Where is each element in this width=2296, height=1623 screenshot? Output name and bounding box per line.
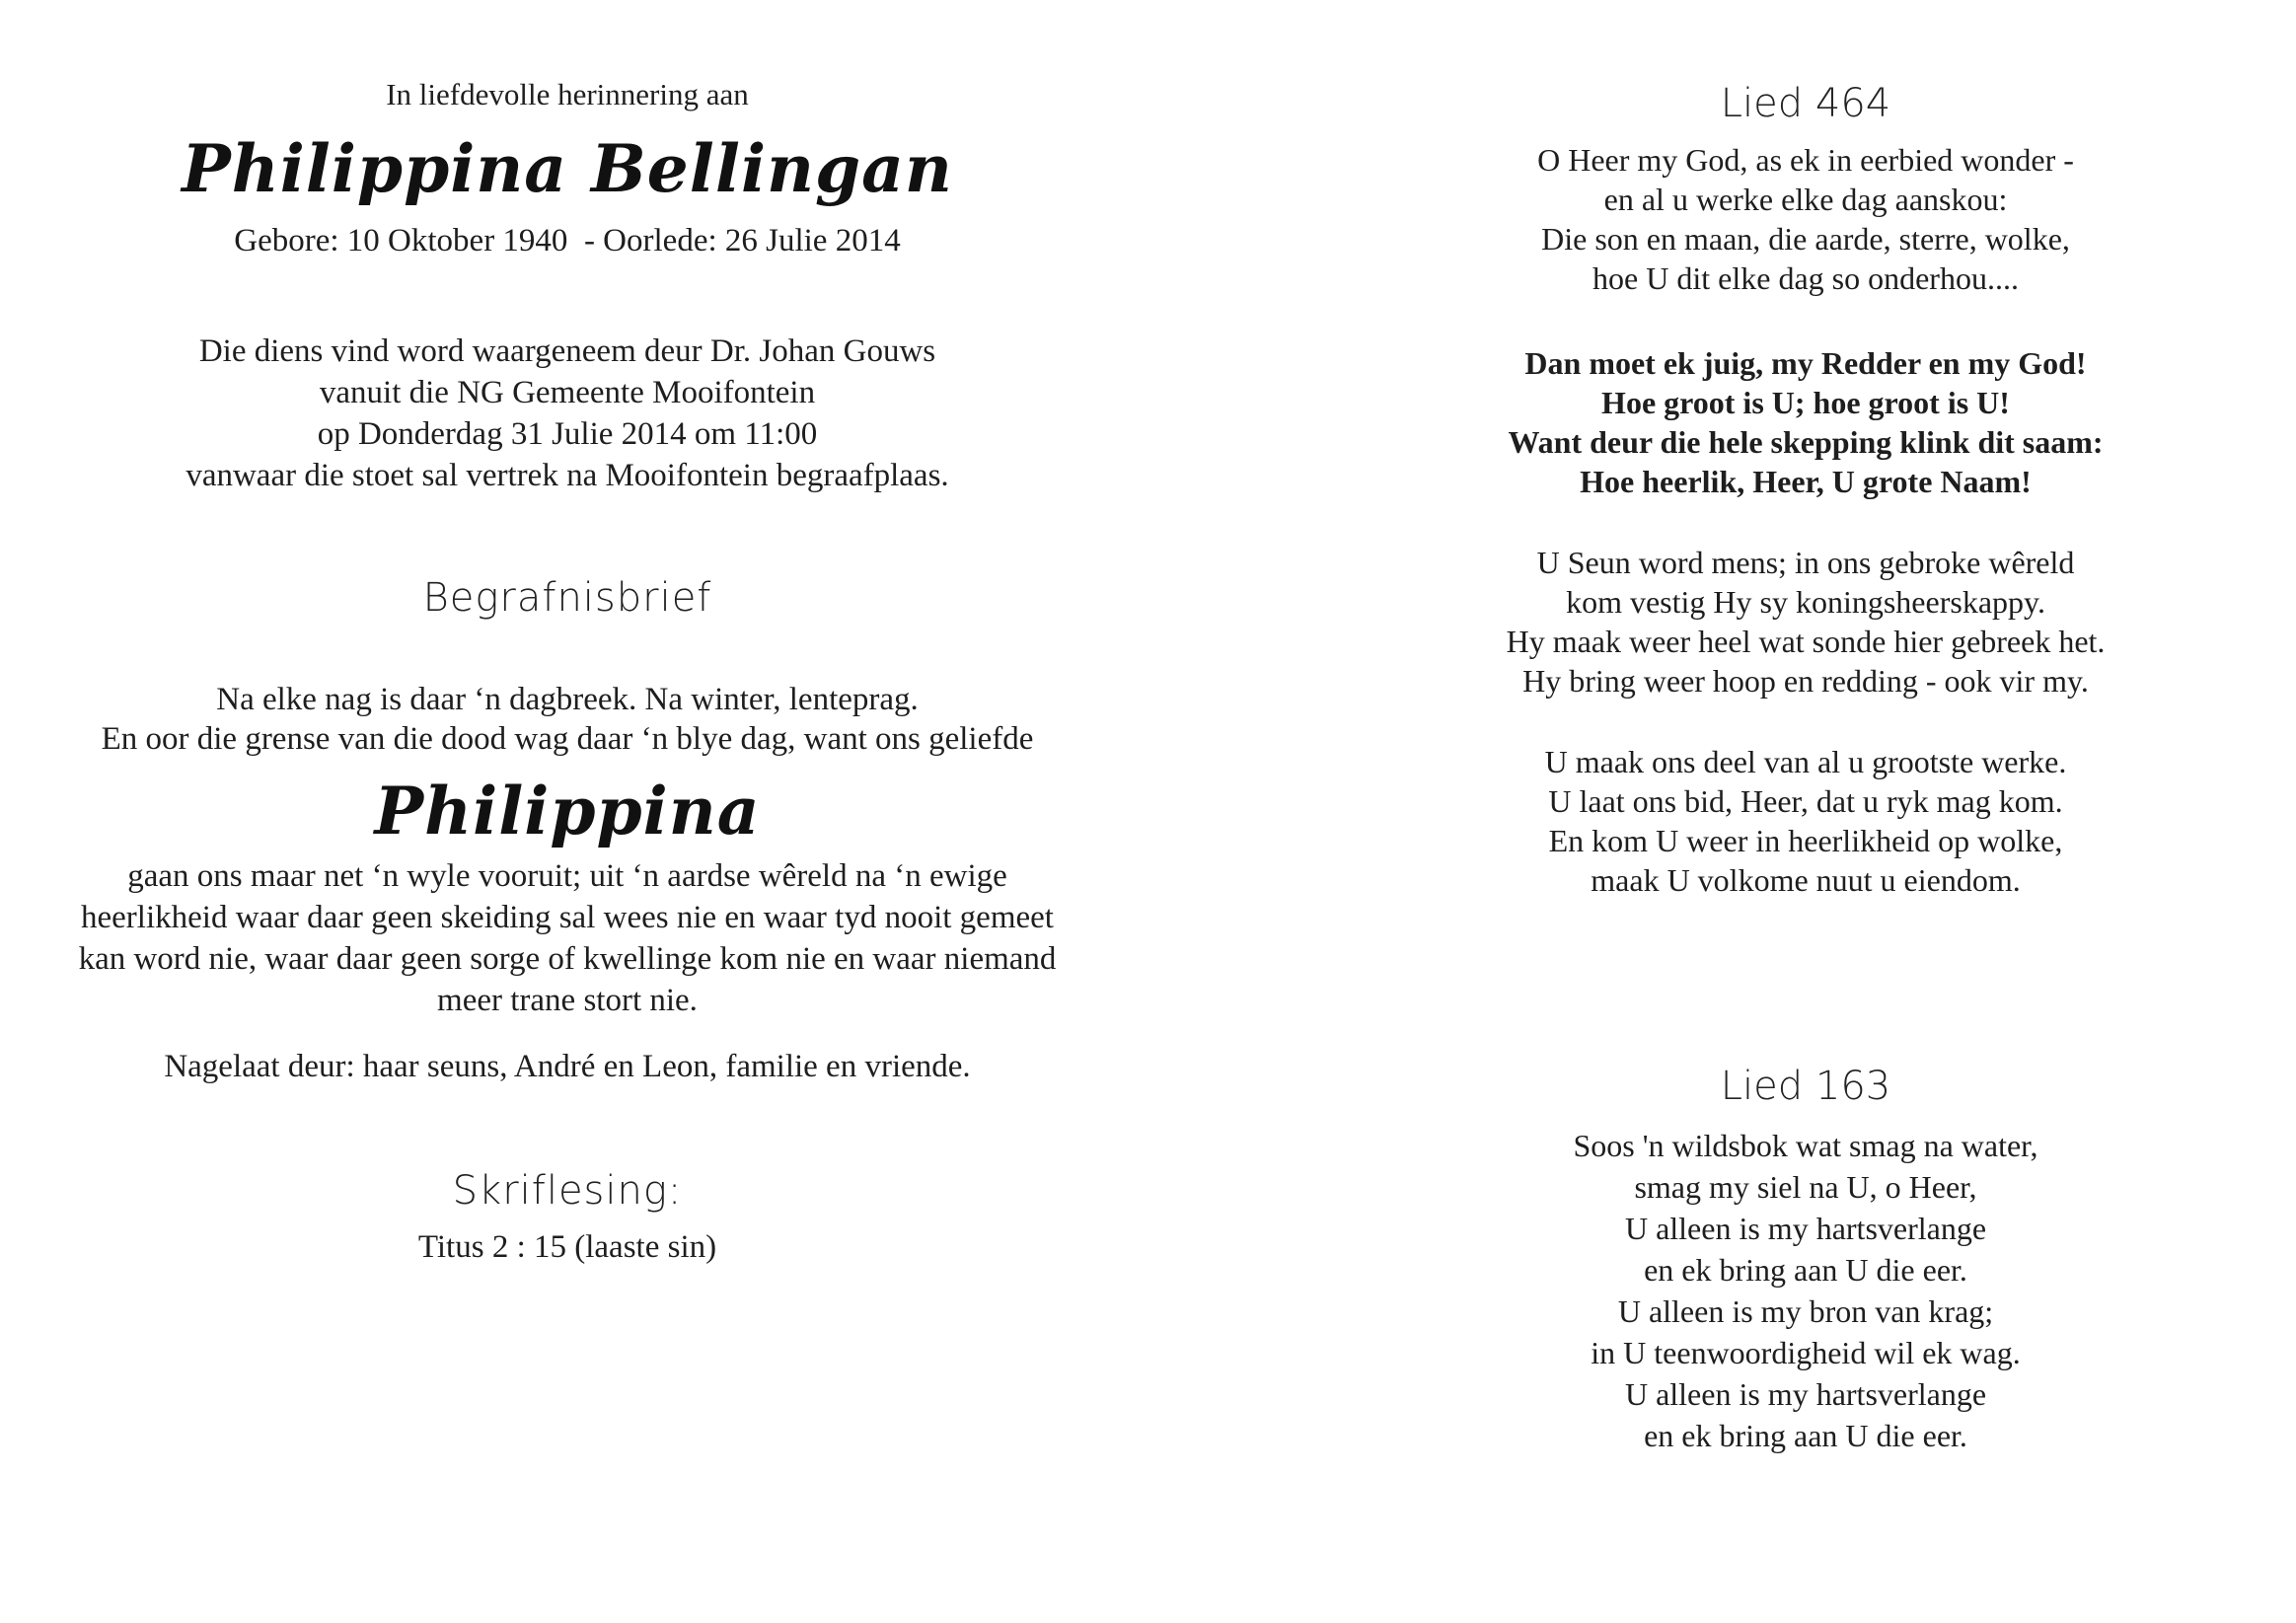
brief-intro-line: En oor die grense van die dood wag daar ‘n blye dag, want ons geliefde [101, 721, 1034, 757]
service-line: vanwaar die stoet sal vertrek na Mooifontein begraafplaas. [185, 458, 949, 493]
brief-body-line: gaan ons maar net ‘n wyle vooruit; uit ‘n aardse wêreld na ‘n ewige [127, 858, 1007, 894]
intro-text: In liefdevolle herinnering aan [386, 77, 749, 111]
chorus-line: Hoe groot is U; hoe groot is U! [1601, 385, 2010, 420]
chorus-line: Want deur die hele skepping klink dit saam: [1508, 424, 2104, 460]
service-details [185, 331, 948, 496]
scripture-reference: Titus 2 : 15 (laaste sin) [417, 1229, 717, 1265]
left-page [20, 0, 1115, 1623]
brief-body-line: heerlikheid waar daar geen skeiding sal wees nie en waar tyd nooit gemeet [81, 900, 1054, 935]
hymn-464-title: Lied 464 [1720, 81, 1891, 126]
verse-line: U alleen is my hartsverlange [1624, 1211, 1987, 1246]
verse-line: U alleen is my bron van krag; [1617, 1293, 1994, 1329]
brief-body-line: kan word nie, waar daar geen sorge of kwellinge kom nie en waar niemand [78, 941, 1057, 977]
scripture-heading: Skriflesing: [452, 1168, 683, 1214]
hymn-464-verse-1 [1537, 140, 2074, 298]
chorus-line: Dan moet ek juig, my Redder en my God! [1524, 345, 2087, 381]
verse-line: en ek bring aan U die eer. [1644, 1418, 1967, 1453]
verse-line: smag my siel na U, o Heer, [1634, 1169, 1977, 1205]
verse-line: U Seun word mens; in ons gebroke wêreld [1536, 545, 2075, 580]
verse-line: kom vestig Hy sy koningsheerskappy. [1566, 584, 2045, 620]
hymn-464-chorus [1508, 343, 2103, 501]
hymn-163-title: Lied 163 [1720, 1064, 1891, 1109]
verse-line: Hy maak weer heel wat sonde hier gebreek het. [1506, 624, 2106, 659]
survived-by: Nagelaat deur: haar seuns, André en Leon, familie en vriende. [164, 1049, 971, 1084]
death-date: - Oorlede: 26 Julie 2014 [583, 223, 901, 258]
life-dates [234, 223, 900, 259]
verse-line: Hy bring weer hoop en redding - ook vir my. [1522, 663, 2089, 699]
deceased-first-name: Philippina [374, 773, 761, 849]
hymn-464-verse-3 [1545, 742, 2067, 900]
brief-body-line: meer trane stort nie. [437, 983, 698, 1018]
verse-line: En kom U weer in heerlikheid op wolke, [1548, 823, 2063, 858]
verse-line: U alleen is my hartsverlange [1624, 1376, 1987, 1412]
brief-intro-line: Na elke nag is daar ‘n dagbreek. Na winter, lenteprag. [216, 682, 919, 717]
hymn-464-verse-2 [1507, 543, 2106, 701]
chorus-line: Hoe heerlik, Heer, U grote Naam! [1580, 464, 2032, 499]
verse-line: O Heer my God, as ek in eerbied wonder - [1537, 142, 2074, 178]
brief-intro [102, 680, 1034, 759]
brief-body [79, 855, 1057, 1021]
hymn-163-verse [1573, 1125, 2037, 1456]
service-line: vanuit die NG Gemeente Mooifontein [319, 375, 816, 410]
deceased-full-name: Philippina Bellingan [182, 130, 953, 207]
verse-line: Soos 'n wildsbok wat smag na water, [1573, 1128, 2038, 1163]
verse-line: maak U volkome nuut u eiendom. [1591, 862, 2021, 898]
brief-heading: Begrafnisbrief [422, 575, 712, 621]
verse-line: en ek bring aan U die eer. [1644, 1252, 1967, 1288]
verse-line: Die son en maan, die aarde, sterre, wolke, [1541, 221, 2070, 257]
verse-line: en al u werke elke dag aanskou: [1603, 182, 2008, 217]
verse-line: U maak ons deel van al u grootste werke. [1544, 744, 2067, 779]
right-page [1421, 0, 2190, 1623]
verse-line: U laat ons bid, Heer, dat u ryk mag kom. [1548, 783, 2063, 819]
service-line: Die diens vind word waargeneem deur Dr. Johan Gouws [198, 333, 936, 369]
birth-date: Gebore: 10 Oktober 1940 [234, 223, 568, 258]
service-line: op Donderdag 31 Julie 2014 om 11:00 [317, 416, 818, 452]
verse-line: in U teenwoordigheid wil ek wag. [1591, 1335, 2021, 1370]
verse-line: hoe U dit elke dag so onderhou.... [1592, 260, 2019, 296]
